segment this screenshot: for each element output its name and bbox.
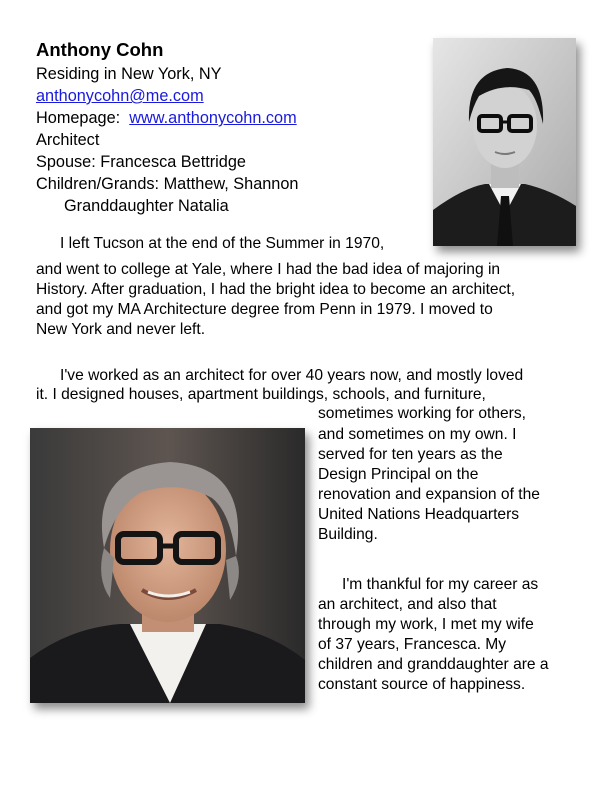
homepage-label: Homepage: xyxy=(36,109,121,127)
spouse: Spouse: Francesca Bettridge xyxy=(36,153,246,171)
para2-line-8: United Nations Headquarters xyxy=(318,506,520,523)
homepage-link[interactable]: www.anthonycohn.com xyxy=(129,109,297,127)
para1-line-5: New York and never left. xyxy=(36,321,206,338)
para2-line-1: I've worked as an architect for over 40 years now, and mostly loved xyxy=(60,367,524,384)
para3-line-3: through my work, I met my wife xyxy=(318,616,534,633)
para1-line-2: and went to college at Yale, where I had the bad idea of majoring in xyxy=(36,261,501,278)
para2-line-6: Design Principal on the xyxy=(318,466,479,483)
para3-line-2: an architect, and also that xyxy=(318,596,497,613)
residence: Residing in New York, NY xyxy=(36,65,222,83)
current-photo xyxy=(30,428,305,703)
current-portrait-image xyxy=(30,428,305,703)
para1-line-1: I left Tucson at the end of the Summer in 1970, xyxy=(60,235,385,252)
email-link[interactable] xyxy=(36,85,204,107)
children: Children/Grands: Matthew, Shannon xyxy=(36,175,299,193)
para2-line-4: and sometimes on my own. I xyxy=(318,426,517,443)
yearbook-portrait-image xyxy=(433,38,576,246)
occupation: Architect xyxy=(36,131,100,149)
para3-line-6: constant source of happiness. xyxy=(318,676,526,693)
granddaughter: Granddaughter Natalia xyxy=(64,197,229,215)
para2-line-5: served for ten years as the xyxy=(318,446,503,463)
para2-line-2: it. I designed houses, apartment buildings, schools, and furniture, xyxy=(36,386,486,403)
person-name: Anthony Cohn xyxy=(36,39,164,60)
para1-line-4: and got my MA Architecture degree from Penn in 1979. I moved to xyxy=(36,301,493,318)
homepage-row xyxy=(36,107,297,129)
para3-line-4: of 37 years, Francesca. My xyxy=(318,636,507,653)
email-link-text[interactable]: anthonycohn@me.com xyxy=(36,87,204,105)
para3-line-5: children and granddaughter are a xyxy=(318,656,549,673)
para2-line-3: sometimes working for others, xyxy=(318,405,526,422)
para3-line-1: I'm thankful for my career as xyxy=(342,576,539,593)
para2-line-7: renovation and expansion of the xyxy=(318,486,540,503)
para2-line-9: Building. xyxy=(318,526,378,543)
para1-line-3: History. After graduation, I had the bright idea to become an architect, xyxy=(36,281,516,298)
yearbook-photo xyxy=(433,38,576,246)
